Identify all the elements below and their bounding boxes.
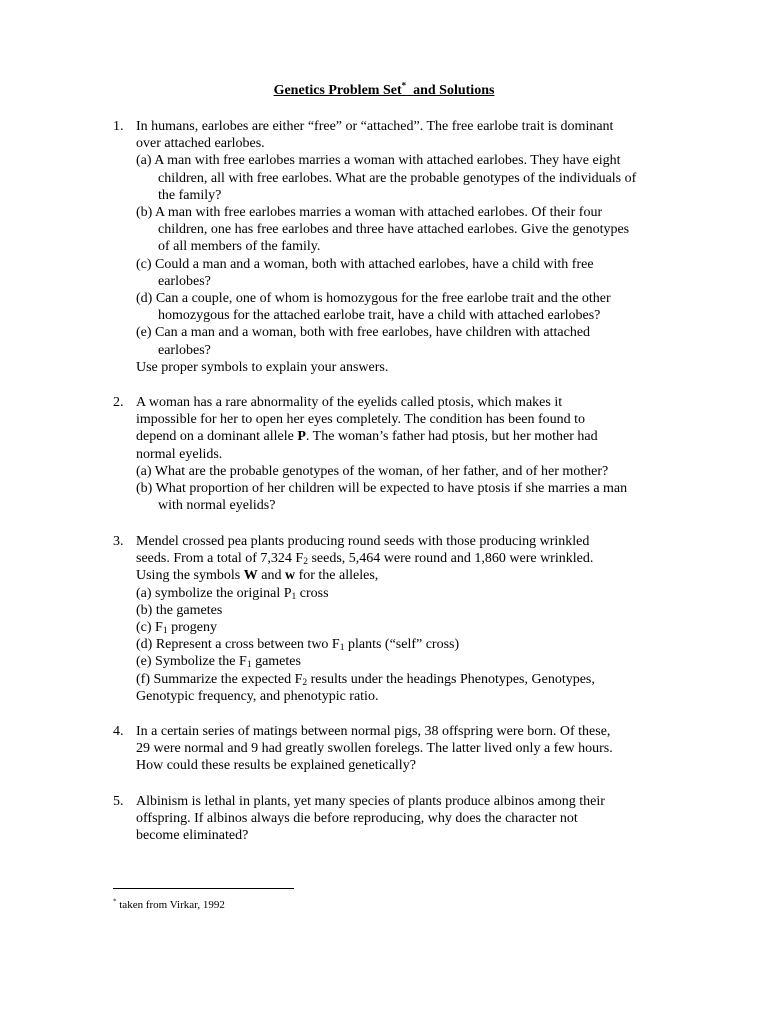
problem-text-line: Mendel crossed pea plants producing round seeds with those producing wrinkled bbox=[136, 534, 590, 549]
problem-text-line: 29 were normal and 9 had greatly swollen forelegs. The latter lived only a few hours. bbox=[136, 741, 613, 757]
problem-part-a bbox=[136, 585, 643, 602]
part-text: (e) Symbolize the F bbox=[136, 654, 247, 670]
part-text: plants (“self” cross) bbox=[344, 637, 460, 653]
problem-text-line bbox=[136, 428, 643, 445]
problem-part-c: (c) Could a man and a woman, both with attached earlobes, have a child with free earlobes? bbox=[136, 256, 594, 289]
problem-instruction: Use proper symbols to explain your answers. bbox=[136, 359, 389, 375]
footnote-mark: * bbox=[113, 897, 117, 906]
footnote-text: taken from Virkar, 1992 bbox=[119, 899, 225, 911]
problem-text-line: become eliminated? bbox=[136, 828, 249, 844]
problem-text: seeds. From a total of 7,324 F bbox=[136, 551, 304, 567]
title-footnote-mark: * bbox=[401, 80, 407, 91]
problem-text-line: A woman has a rare abnormality of the eyelids called ptosis, which makes it bbox=[136, 395, 563, 410]
problem-text-line: Albinism is lethal in plants, yet many species of plants produce albinos among their bbox=[136, 794, 605, 809]
problem-4 bbox=[113, 723, 643, 775]
page-title bbox=[0, 82, 768, 99]
part-text: (d) Represent a cross between two F bbox=[136, 637, 340, 653]
problem-part-a: (a) A man with free earlobes marries a woman with attached earlobes. They have eight children, all with free earlobes. What are the probable genotypes of the individuals of the family? bbox=[136, 153, 637, 203]
part-text: cross bbox=[296, 585, 329, 601]
problem-part-c bbox=[136, 619, 643, 636]
problem-text: and bbox=[261, 568, 282, 584]
problem-text-line: In humans, earlobes are either “free” or “attached”. The free earlobe trait is dominant bbox=[136, 119, 614, 134]
problem-text-line: How could these results be explained genetically? bbox=[136, 758, 416, 774]
problem-3 bbox=[113, 533, 643, 705]
problem-text-line: Genotypic frequency, and phenotypic ratio. bbox=[136, 688, 379, 704]
problem-part-e bbox=[136, 653, 643, 670]
problem-text-line: over attached earlobes. bbox=[136, 136, 265, 152]
problem-text-line: offspring. If albinos always die before reproducing, why does the character not bbox=[136, 811, 578, 827]
allele-symbol: P bbox=[297, 429, 306, 445]
part-text: (c) F bbox=[136, 620, 163, 636]
subscript: 1 bbox=[291, 591, 297, 602]
part-text: (f) Summarize the expected F bbox=[136, 671, 303, 687]
problem-number: 2. bbox=[113, 395, 124, 410]
problem-text-line: normal eyelids. bbox=[136, 446, 223, 462]
subscript: 1 bbox=[162, 626, 168, 637]
part-text: gametes bbox=[251, 654, 301, 670]
subscript: 1 bbox=[339, 643, 345, 654]
problem-number: 5. bbox=[113, 794, 124, 809]
problem-text: . The woman’s father had ptosis, but her mother had bbox=[305, 429, 598, 445]
problem-part-d: (d) Can a couple, one of whom is homozygous for the free earlobe trait and the other homozygous for the attached earlobe trait, have a child with attached earlobes? bbox=[136, 291, 611, 324]
problem-number: 4. bbox=[113, 724, 124, 739]
problem-text: for the alleles, bbox=[298, 568, 379, 584]
allele-symbol: w bbox=[284, 568, 296, 584]
part-text: progeny bbox=[167, 620, 217, 636]
problem-text: Using the symbols bbox=[136, 568, 241, 584]
title-suffix: and Solutions bbox=[413, 83, 495, 98]
subscript: 2 bbox=[303, 557, 308, 568]
problem-text: depend on a dominant allele bbox=[136, 429, 294, 445]
part-text: results under the headings Phenotypes, Genotypes, bbox=[307, 671, 595, 687]
problem-number: 1. bbox=[113, 119, 124, 134]
subscript: 1 bbox=[246, 660, 252, 671]
footnote bbox=[113, 898, 225, 912]
problem-text-line: impossible for her to open her eyes completely. The condition has been found to bbox=[136, 412, 586, 428]
problem-part-d bbox=[136, 636, 643, 653]
problem-text-line bbox=[136, 567, 643, 584]
problem-part-a: (a) What are the probable genotypes of the woman, of her father, and of her mother? bbox=[136, 463, 609, 479]
problem-part-f bbox=[136, 671, 643, 688]
subscript: 2 bbox=[302, 677, 308, 688]
problem-number: 3. bbox=[113, 534, 124, 549]
problem-2 bbox=[113, 394, 643, 514]
problem-part-b: (b) What proportion of her children will be expected to have ptosis if she marries a man with normal eyelids? bbox=[136, 481, 628, 514]
problem-text-line: In a certain series of matings between normal pigs, 38 offspring were born. Of these, bbox=[136, 724, 611, 739]
title-text: Genetics Problem Set bbox=[273, 83, 402, 98]
allele-symbol: W bbox=[243, 568, 258, 584]
problem-text-line bbox=[136, 550, 643, 567]
footnote-divider bbox=[113, 888, 294, 889]
part-text: (a) symbolize the original P bbox=[136, 585, 292, 601]
problem-part-b: (b) the gametes bbox=[136, 602, 223, 618]
problem-part-e: (e) Can a man and a woman, both with free earlobes, have children with attached earlobes? bbox=[136, 325, 591, 358]
problem-part-b: (b) A man with free earlobes marries a woman with attached earlobes. Of their four children, one has free earlobes and three have attached earlobes. Give the genotypes of all members of the family. bbox=[136, 205, 630, 255]
problem-1 bbox=[113, 118, 643, 376]
problem-text: seeds, 5,464 were round and 1,860 were wrinkled. bbox=[307, 551, 594, 567]
problem-5 bbox=[113, 793, 643, 845]
